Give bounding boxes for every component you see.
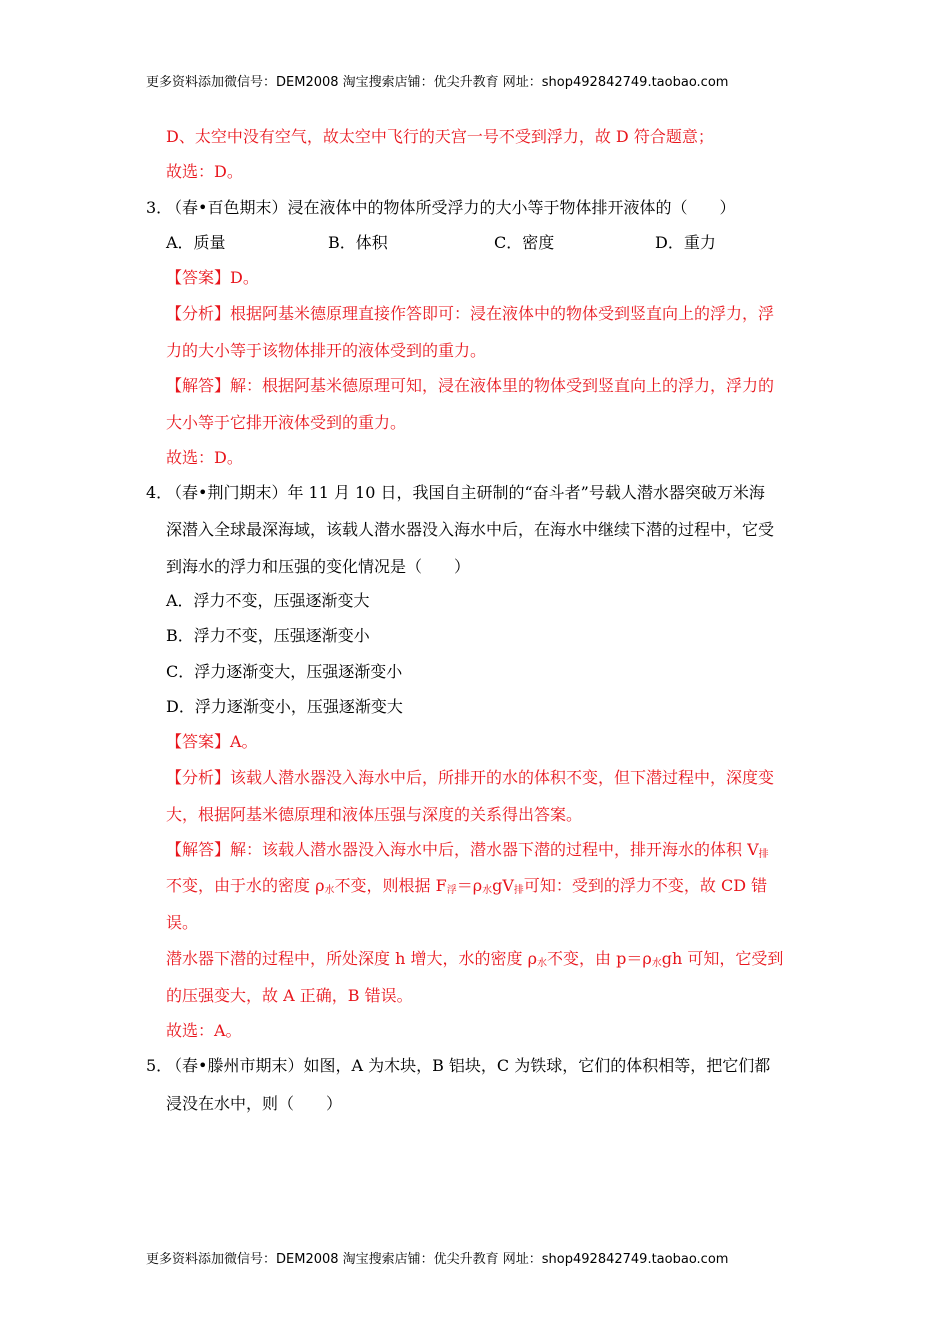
q4-option-d: D．浮力逐渐变小，压强逐渐变大 [166, 697, 403, 716]
q4-option-a: A．浮力不变，压强逐渐变大 [166, 591, 370, 610]
q3-option-c: C．密度 [494, 233, 555, 252]
q3-solution-2: 大小等于它排开液体受到的重力。 [166, 413, 407, 432]
q4-analysis-2: 大，根据阿基米德原理和液体压强与深度的关系得出答案。 [166, 805, 583, 824]
q4-solution-1: 【解答】解：该载人潜水器没入海水中后，潜水器下潜的过程中，排开海水的体积 $V_排$ [166, 840, 769, 860]
q4-number: 4． [146, 483, 173, 502]
q4-option-c: C．浮力逐渐变大，压强逐渐变小 [166, 662, 403, 681]
q4-solution-3: 误。 [166, 913, 199, 932]
q3-analysis-1: 【分析】根据阿基米德原理直接作答即可：浸在液体中的物体受到竖直向上的浮力，浮 [166, 304, 775, 323]
q3-solution-1: 【解答】解：根据阿基米德原理可知，浸在液体里的物体受到竖直向上的浮力，浮力的 [166, 376, 775, 395]
q4-solution-4: 潜水器下潜的过程中，所处深度 h 增大，水的密度 $\rho_水$不变，由 $p=\rho_水gh$ 可知，它受到 [166, 949, 784, 969]
q4-select: 故选：A。 [166, 1021, 242, 1040]
q3-number: 3． [146, 198, 173, 217]
prev-option-d: D、太空中没有空气，故太空中飞行的天宫一号不受到浮力，故 D 符合题意； [166, 127, 714, 146]
q3-stem: （春•百色期末）浸在液体中的物体所受浮力的大小等于物体排开液体的（ ） [166, 198, 736, 217]
page-header: 更多资料添加微信号：DEM2008 淘宝搜索店铺：优尖升教育 网址：shop492842749.taobao.com [146, 75, 729, 90]
q3-answer: 【答案】D。 [166, 268, 259, 287]
q4-analysis-1: 【分析】该载人潜水器没入海水中后，所排开的水的体积不变，但下潜过程中，深度变 [166, 768, 775, 787]
q4-solution-5: 的压强变大，故 A 正确，B 错误。 [166, 986, 413, 1005]
q5-number: 5． [146, 1056, 173, 1075]
q3-analysis-2: 力的大小等于该物体排开的液体受到的重力。 [166, 341, 487, 360]
q3-select: 故选：D。 [166, 448, 243, 467]
q4-stem-2: 深潜入全球最深海域，该载人潜水器没入海水中后，在海水中继续下潜的过程中，它受 [166, 520, 775, 539]
q5-stem-2: 浸没在水中，则（ ） [166, 1094, 343, 1113]
q3-option-d: D．重力 [655, 233, 716, 252]
q5-stem-1: （春•滕州市期末）如图，A 为木块，B 铝块，C 为铁球，它们的体积相等，把它们都 [166, 1056, 771, 1075]
q4-solution-2: 不变，由于水的密度 $\rho_水$不变，则根据 $F_浮=\rho_水gV_排$可知：受到的浮力不变，故 CD 错 [166, 876, 768, 896]
q3-option-b: B．体积 [328, 233, 388, 252]
q4-stem-1: （春•荆门期末）年 11 月 10 日，我国自主研制的“奋斗者”号载人潜水器突破万米海 [166, 483, 765, 502]
q4-stem-3: 到海水的浮力和压强的变化情况是（ ） [166, 557, 471, 576]
prev-select: 故选：D。 [166, 162, 243, 181]
q3-option-a: A．质量 [166, 233, 226, 252]
q4-option-b: B．浮力不变，压强逐渐变小 [166, 626, 370, 645]
page-footer: 更多资料添加微信号：DEM2008 淘宝搜索店铺：优尖升教育 网址：shop492842749.taobao.com [146, 1252, 729, 1267]
q4-answer: 【答案】A。 [166, 732, 258, 751]
